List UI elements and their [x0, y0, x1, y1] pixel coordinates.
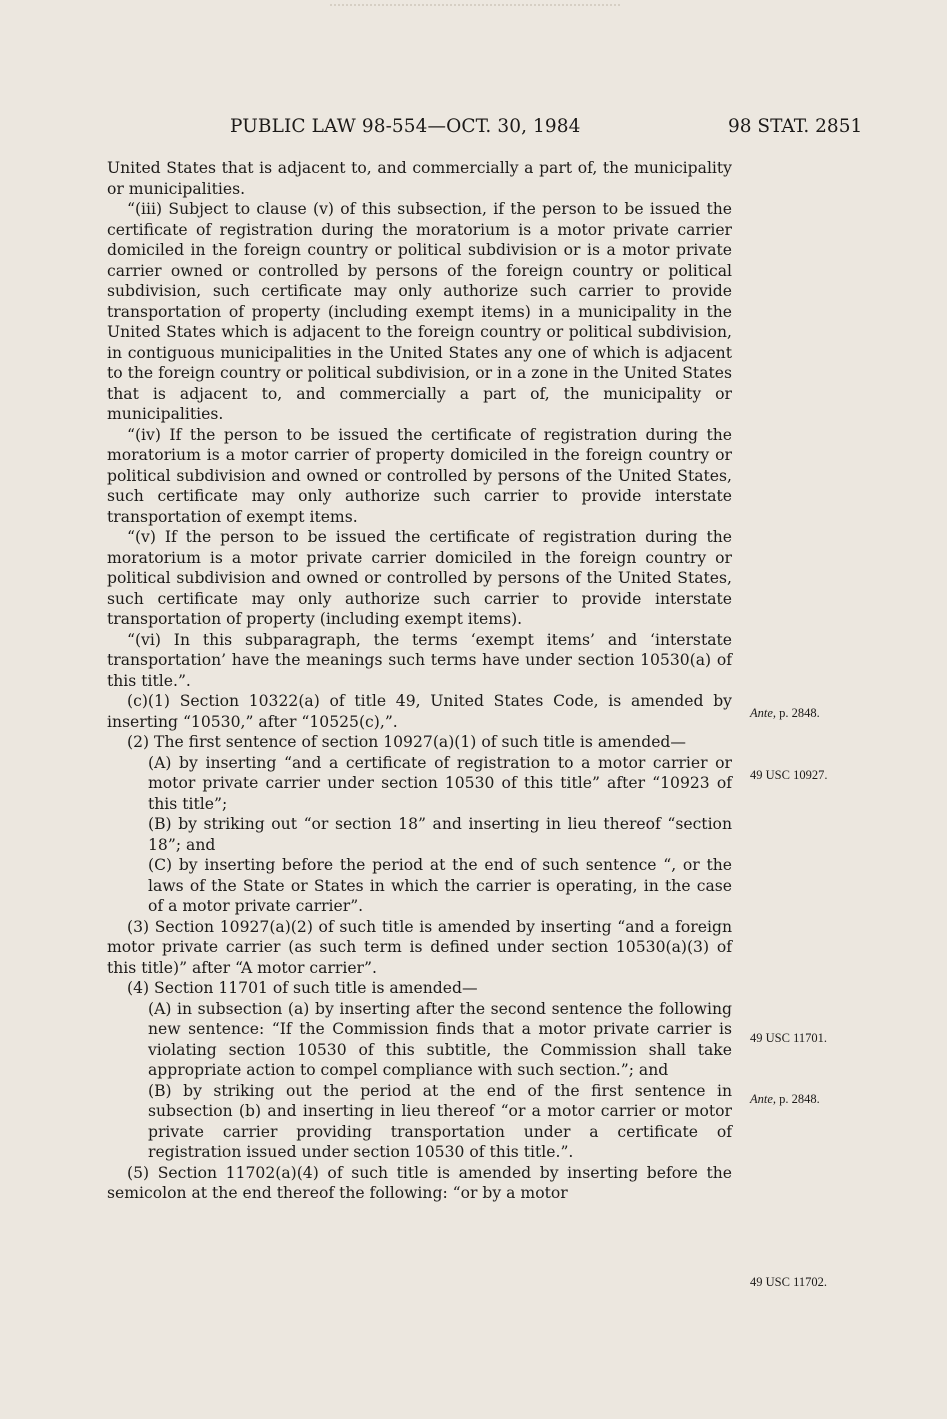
subparagraph-c4-b: (B) by striking out the period at the end of the first sentence in subsection (b) and inserting in lieu thereof “or a motor carrier or motor private carrier providing transportation under a certificate of registration issued under section 10530 of this title.”.: [148, 1081, 732, 1161]
page-header: [0, 116, 947, 140]
paragraph-c2: (2) The first sentence of section 10927(a)(1) of such title is amended—: [127, 733, 686, 751]
margin-note-usc-10927: [750, 768, 827, 783]
margin-note-usc-11701: [750, 1031, 827, 1046]
scan-artifact: [330, 4, 620, 14]
paragraph-c3: (3) Section 10927(a)(2) of such title is amended by inserting “and a foreign motor private carrier (as such term is defined under section 10530(a)(3) of this title)” after “A motor carrier”.: [107, 917, 732, 977]
statute-body: [107, 158, 732, 1204]
margin-note-text: p. 2848.: [776, 1092, 820, 1106]
paragraph-clause-iv: “(iv) If the person to be issued the certificate of registration during the moratorium is a motor carrier of property domiciled in the foreign country or political subdivision and owned or controlled by persons of the United States, such certificate may only authorize such carrier to provide interstate transportation of exempt items.: [107, 425, 732, 526]
paragraph-clause-vi: “(vi) In this subparagraph, the terms ‘exempt items’ and ‘interstate transportation’ have the meanings such terms have under section 10530(a) of this title.”.: [107, 630, 732, 690]
subparagraph-c4-a: (A) in subsection (a) by inserting after the second sentence the following new sentence: “If the Commission finds that a motor private carrier is violating section 10530 of this subtitle, the Commission shall take appropriate action to compel compliance with such section.”; and: [148, 999, 732, 1079]
statute-page-reference: 98 STAT. 2851: [728, 116, 863, 137]
subparagraph-c2-c: (C) by inserting before the period at the end of such sentence “, or the laws of the State or States in which the carrier is operating, in the case of a motor private carrier”.: [148, 856, 732, 915]
margin-note-text: 49 USC 10927.: [750, 768, 828, 782]
margin-note-text: 49 USC 11702.: [750, 1275, 827, 1289]
paragraph-c1: (c)(1) Section 10322(a) of title 49, United States Code, is amended by inserting “10530,” after “10525(c),”.: [107, 692, 732, 731]
margin-note-usc-11702: [750, 1275, 827, 1290]
paragraph-c4: (4) Section 11701 of such title is amended—: [127, 979, 478, 997]
subparagraph-c2-b: (B) by striking out “or section 18” and inserting in lieu thereof “section 18”; and: [148, 815, 732, 854]
margin-note-text: p. 2848.: [776, 706, 820, 720]
paragraph: United States that is adjacent to, and commercially a part of, the municipality or municipalities.: [107, 159, 732, 198]
margin-note-ante: [750, 706, 820, 721]
margin-note-text: 49 USC 11701.: [750, 1031, 827, 1045]
margin-note-italic: Ante,: [750, 1092, 777, 1106]
margin-note-italic: Ante,: [750, 706, 777, 720]
paragraph-clause-iii: “(iii) Subject to clause (v) of this subsection, if the person to be issued the certificate of registration during the moratorium is a motor private carrier domiciled in the foreign country or political subdivision or is a motor private carrier owned or controlled by persons of the foreign country or political subdivision, such certificate may only authorize such carrier to provide transportation of property (including exempt items) in a municipality in the United States which is adjacent to the foreign country or political subdivision, in contiguous municipalities in the United States any one of which is adjacent to the foreign country or political subdivision, or in a zone in the United States that is adjacent to, and commercially a part of, the municipality or municipalities.: [107, 200, 732, 423]
running-head: PUBLIC LAW 98-554—OCT. 30, 1984: [230, 116, 581, 137]
paragraph-c5: (5) Section 11702(a)(4) of such title is amended by inserting before the semicolon at the end thereof the following: “or by a motor: [107, 1163, 732, 1202]
paragraph-clause-v: “(v) If the person to be issued the certificate of registration during the moratorium is a motor private carrier domiciled in the foreign country or political subdivision and owned or controlled by persons of the United States, such certificate may only authorize such carrier to provide interstate transportation of property (including exempt items).: [107, 528, 732, 628]
subparagraph-c2-a: (A) by inserting “and a certificate of registration to a motor carrier or motor private carrier under section 10530 of this title” after “10923 of this title”;: [148, 753, 732, 813]
margin-note-ante: [750, 1092, 820, 1107]
